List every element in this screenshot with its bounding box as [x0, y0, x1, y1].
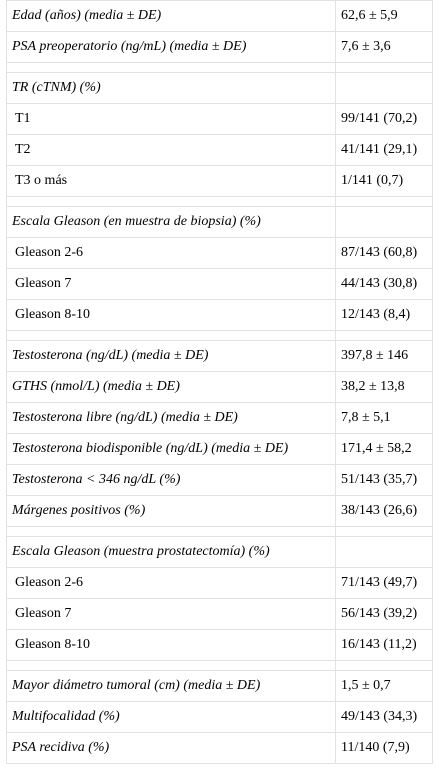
row-value: 7,8 ± 5,1	[336, 403, 433, 434]
row-value: 56/143 (39,2)	[336, 599, 433, 630]
section-header-row	[7, 207, 433, 238]
row-value: 99/141 (70,2)	[336, 104, 433, 135]
row-value: 41/141 (29,1)	[336, 135, 433, 166]
row-value: 87/143 (60,8)	[336, 238, 433, 269]
table-row	[7, 269, 433, 300]
table-row	[7, 238, 433, 269]
row-value: 51/143 (35,7)	[336, 465, 433, 496]
row-label: Edad (años) (media ± DE)	[7, 1, 336, 32]
row-value: 16/143 (11,2)	[336, 630, 433, 661]
table-row	[7, 702, 433, 733]
row-label: Márgenes positivos (%)	[7, 496, 336, 527]
row-value	[336, 207, 433, 238]
section-spacer	[7, 661, 433, 671]
row-label: Gleason 8-10	[7, 300, 336, 331]
row-value: 1/141 (0,7)	[336, 166, 433, 197]
row-value	[336, 73, 433, 104]
table-row	[7, 568, 433, 599]
row-label: T1	[7, 104, 336, 135]
row-value: 7,6 ± 3,6	[336, 32, 433, 63]
table-row	[7, 403, 433, 434]
section-spacer	[7, 197, 433, 207]
spacer-cell	[336, 63, 433, 73]
clinical-characteristics-table	[6, 0, 433, 764]
section-spacer	[7, 331, 433, 341]
spacer-cell	[336, 197, 433, 207]
row-label: GTHS (nmol/L) (media ± DE)	[7, 372, 336, 403]
spacer-cell	[336, 661, 433, 671]
row-label: Gleason 7	[7, 599, 336, 630]
table-row	[7, 671, 433, 702]
row-value	[336, 537, 433, 568]
table-row	[7, 465, 433, 496]
table-row	[7, 496, 433, 527]
row-value: 397,8 ± 146	[336, 341, 433, 372]
table-row	[7, 341, 433, 372]
row-value: 71/143 (49,7)	[336, 568, 433, 599]
spacer-cell	[7, 527, 336, 537]
row-label: T2	[7, 135, 336, 166]
section-header-label: Escala Gleason (muestra prostatectomía) (%)	[7, 537, 336, 568]
spacer-cell	[7, 63, 336, 73]
table-row	[7, 135, 433, 166]
row-label: Testosterona < 346 ng/dL (%)	[7, 465, 336, 496]
row-label: PSA preoperatorio (ng/mL) (media ± DE)	[7, 32, 336, 63]
table-row	[7, 372, 433, 403]
table-row	[7, 599, 433, 630]
table-row	[7, 733, 433, 764]
row-label: Testosterona biodisponible (ng/dL) (media ± DE)	[7, 434, 336, 465]
section-header-row	[7, 73, 433, 104]
row-label: Mayor diámetro tumoral (cm) (media ± DE)	[7, 671, 336, 702]
table-row	[7, 104, 433, 135]
row-value: 49/143 (34,3)	[336, 702, 433, 733]
row-value: 38/143 (26,6)	[336, 496, 433, 527]
table-row	[7, 300, 433, 331]
row-label: PSA recidiva (%)	[7, 733, 336, 764]
row-value: 11/140 (7,9)	[336, 733, 433, 764]
row-label: Gleason 2-6	[7, 238, 336, 269]
row-label: Multifocalidad (%)	[7, 702, 336, 733]
row-value: 171,4 ± 58,2	[336, 434, 433, 465]
table-row	[7, 434, 433, 465]
spacer-cell	[336, 527, 433, 537]
row-value: 12/143 (8,4)	[336, 300, 433, 331]
section-spacer	[7, 527, 433, 537]
section-header-row	[7, 537, 433, 568]
row-label: Gleason 8-10	[7, 630, 336, 661]
row-label: Gleason 7	[7, 269, 336, 300]
section-spacer	[7, 63, 433, 73]
table-row	[7, 32, 433, 63]
row-label: T3 o más	[7, 166, 336, 197]
section-header-label: Escala Gleason (en muestra de biopsia) (%)	[7, 207, 336, 238]
table-row	[7, 630, 433, 661]
spacer-cell	[7, 197, 336, 207]
table-row	[7, 1, 433, 32]
spacer-cell	[7, 331, 336, 341]
row-label: Testosterona libre (ng/dL) (media ± DE)	[7, 403, 336, 434]
spacer-cell	[336, 331, 433, 341]
row-label: Gleason 2-6	[7, 568, 336, 599]
table-row	[7, 166, 433, 197]
section-header-label: TR (cTNM) (%)	[7, 73, 336, 104]
table-body	[7, 1, 433, 764]
row-value: 38,2 ± 13,8	[336, 372, 433, 403]
row-value: 44/143 (30,8)	[336, 269, 433, 300]
row-value: 1,5 ± 0,7	[336, 671, 433, 702]
row-value: 62,6 ± 5,9	[336, 1, 433, 32]
row-label: Testosterona (ng/dL) (media ± DE)	[7, 341, 336, 372]
spacer-cell	[7, 661, 336, 671]
